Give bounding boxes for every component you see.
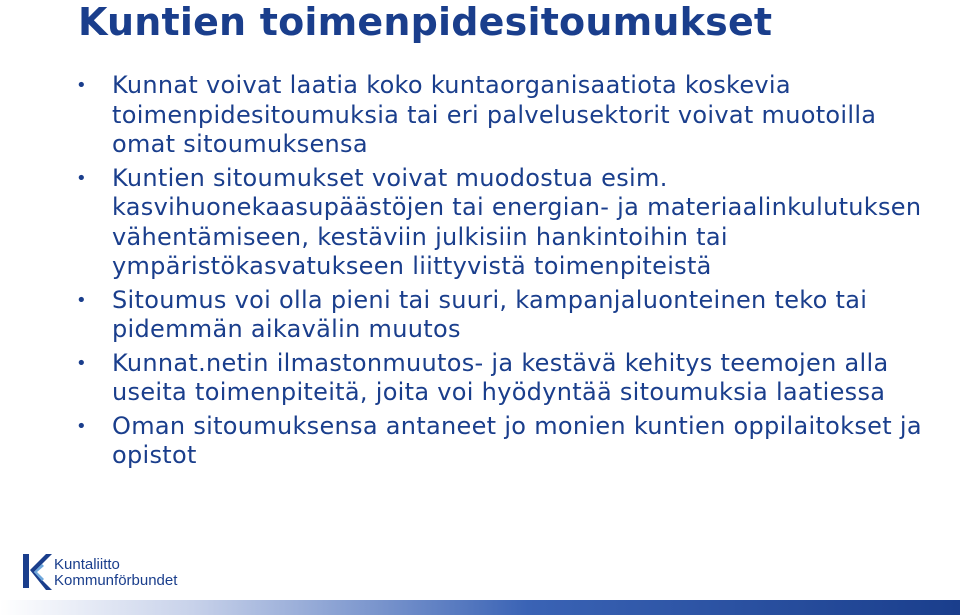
bullet-item (76, 164, 936, 282)
bullet-dot-icon: • (76, 289, 87, 311)
bullet-list (76, 71, 936, 475)
logo-line-1: Kuntaliitto (54, 556, 120, 573)
bullet-text: Sitoumus voi olla pieni tai suuri, kampanjaluonteinen teko tai pidemmän aikavälin muutos (112, 285, 868, 343)
bullet-text: Kunnat voivat laatia koko kuntaorganisaatiota koskevia toimenpidesitoumuksia tai eri palvelusektorit voivat muotoilla omat sitoumuksensa (112, 71, 877, 158)
bullet-dot-icon: • (76, 415, 87, 437)
kuntaliitto-logo (20, 552, 220, 592)
bullet-dot-icon: • (76, 167, 87, 189)
bullet-dot-icon: • (76, 352, 87, 374)
bullet-item (76, 349, 936, 408)
bullet-text: Kunnat.netin ilmastonmuutos- ja kestävä kehitys teemojen alla useita toimenpiteitä, joita voi hyödyntää sitoumuksia laatiessa (112, 348, 889, 406)
bullet-dot-icon: • (76, 75, 87, 96)
bullet-text: Kuntien sitoumukset voivat muodostua esim. kasvihuonekaasupäästöjen tai energian- ja materiaalinkulutuksen vähentämiseen, kestäviin julkisiin hankintoihin tai ympäristökasvatukseen liittyvistä toimenpiteistä (112, 163, 922, 280)
bullet-text: Oman sitoumuksensa antaneet jo monien kuntien oppilaitokset ja opistot (112, 411, 922, 469)
footer-bar (0, 600, 960, 615)
logo-line-2: Kommunförbundet (54, 572, 178, 589)
bullet-item (76, 71, 936, 160)
logo-text (54, 557, 177, 589)
bullet-item (76, 412, 936, 471)
bullet-item (76, 286, 936, 345)
kuntaliitto-logo-icon (20, 552, 54, 592)
slide-title: Kuntien toimenpidesitoumukset (78, 0, 773, 44)
